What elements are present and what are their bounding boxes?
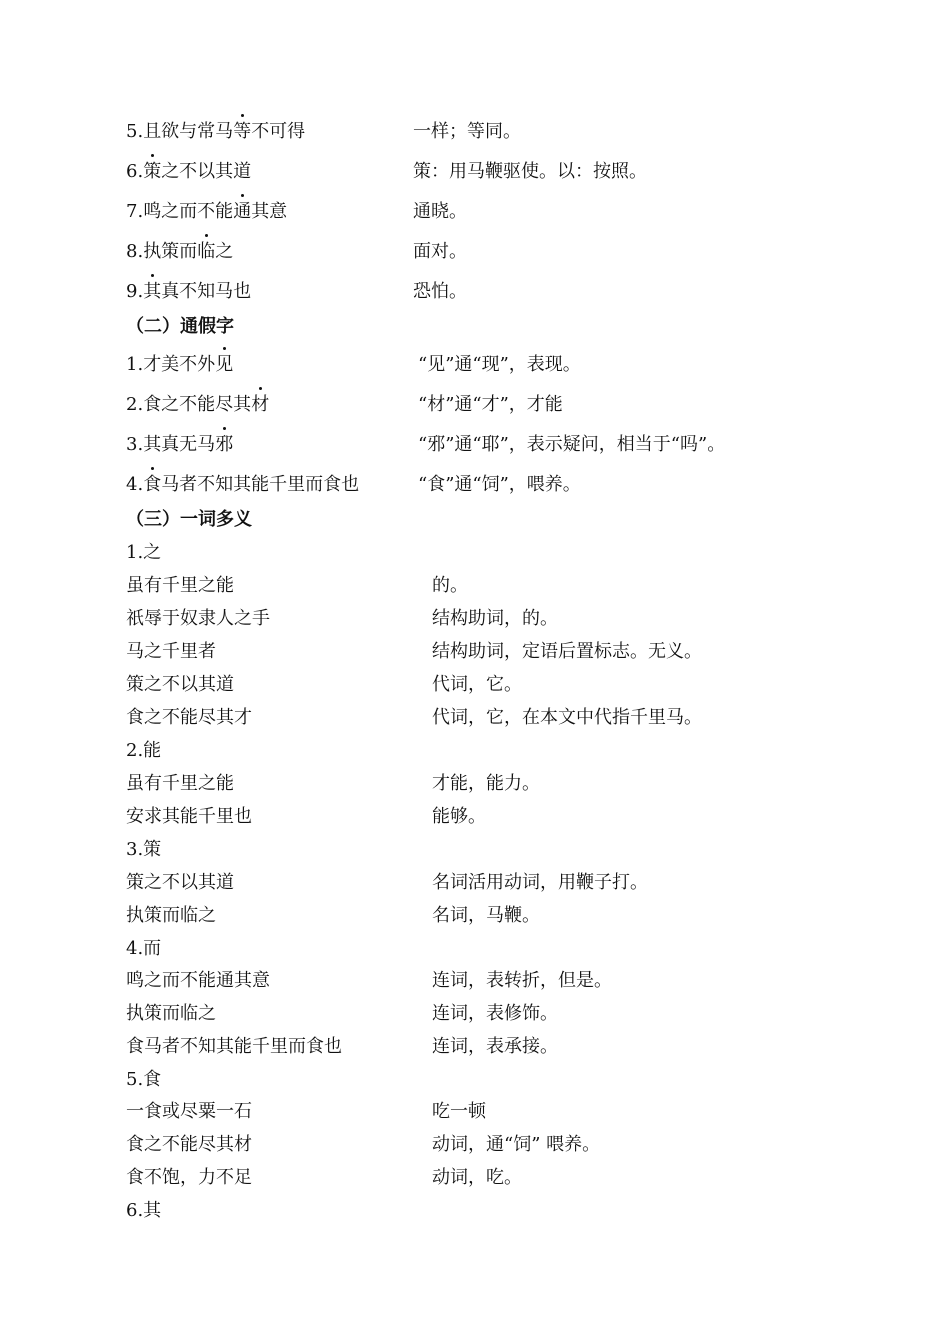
gloss: “食”通“饲”，喂养。: [418, 474, 581, 495]
vocab-item: 5.且欲与常马等不可得 一样；等同。: [0, 118, 950, 146]
gloss: 策：用马鞭驱使。以：按照。: [413, 161, 647, 182]
gloss: 动词，吃。: [432, 1167, 522, 1188]
emphasis-dot-char: 其: [143, 278, 161, 306]
emphasis-dot-char: 材: [251, 391, 269, 419]
vocab-item: 9.其真不知马也 恐怕。: [0, 278, 950, 306]
meaning-row: 食之不能尽其才 代词，它，在本文中代指千里马。: [0, 704, 950, 732]
emphasis-dot-char: 策: [143, 158, 161, 186]
group-label: 4.而: [126, 938, 162, 959]
gloss: “材”通“才”，才能: [418, 394, 563, 415]
group-label: 5.食: [126, 1069, 162, 1090]
meaning-row: 虽有千里之能 才能，能力。: [0, 770, 950, 798]
tongjia-item: 1.才美不外见 “见”通“现”，表现。: [0, 351, 950, 379]
gloss: 能够。: [432, 806, 486, 827]
gloss: 结构助词，的。: [432, 608, 558, 629]
emphasis-dot-char: 等: [233, 118, 251, 146]
emphasis-dot-char: 通: [233, 198, 251, 226]
group-label: 6.其: [126, 1200, 162, 1221]
gloss: 代词，它。: [432, 674, 522, 695]
tongjia-item: 4.食马者不知其能千里而食也 “食”通“饲”，喂养。: [0, 471, 950, 499]
section-heading-tongjiazi: （二）通假字: [126, 316, 234, 337]
emphasis-dot-char: 见: [215, 351, 233, 379]
meaning-row: 食不饱，力不足 动词，吃。: [0, 1164, 950, 1192]
gloss: “邪”通“耶”，表示疑问，相当于“吗”。: [418, 434, 726, 455]
tongjia-item: 3.其真无马邪 “邪”通“耶”，表示疑问，相当于“吗”。: [0, 431, 950, 459]
gloss: 结构助词，定语后置标志。无义。: [432, 641, 702, 662]
gloss: 吃一顿: [432, 1101, 486, 1122]
meaning-row: 执策而临之 连词，表修饰。: [0, 1000, 950, 1028]
emphasis-dot-char: 食: [143, 471, 161, 499]
gloss: 动词，通“饲” 喂养。: [432, 1134, 601, 1155]
gloss: 通晓。: [413, 201, 467, 222]
vocab-item: 7.鸣之而不能通其意 通晓。: [0, 198, 950, 226]
section-heading-yiciduoyi: （三）一词多义: [126, 509, 252, 530]
meaning-row: 安求其能千里也 能够。: [0, 803, 950, 831]
gloss: 连词，表修饰。: [432, 1003, 558, 1024]
gloss: “见”通“现”，表现。: [418, 354, 581, 375]
tongjia-item: 2.食之不能尽其材 “材”通“才”，才能: [0, 391, 950, 419]
vocab-item: 6.策之不以其道 策：用马鞭驱使。以：按照。: [0, 158, 950, 186]
meaning-row: 虽有千里之能 的。: [0, 572, 950, 600]
gloss: 连词，表转折，但是。: [432, 970, 612, 991]
vocab-item: 8.执策而临之 面对。: [0, 238, 950, 266]
gloss: 的。: [432, 575, 468, 596]
emphasis-dot-char: 邪: [215, 431, 233, 459]
group-label: 1.之: [126, 542, 162, 563]
gloss: 才能，能力。: [432, 773, 540, 794]
group-label: 3.策: [126, 839, 162, 860]
gloss: 连词，表承接。: [432, 1036, 558, 1057]
meaning-row: 策之不以其道 代词，它。: [0, 671, 950, 699]
meaning-row: 食之不能尽其材 动词，通“饲” 喂养。: [0, 1131, 950, 1159]
meaning-row: 马之千里者 结构助词，定语后置标志。无义。: [0, 638, 950, 666]
gloss: 代词，它，在本文中代指千里马。: [432, 707, 702, 728]
gloss: 名词活用动词，用鞭子打。: [432, 872, 648, 893]
meaning-row: 执策而临之 名词，马鞭。: [0, 902, 950, 930]
emphasis-dot-char: 临: [197, 238, 215, 266]
meaning-row: 祇辱于奴隶人之手 结构助词，的。: [0, 605, 950, 633]
meaning-row: 鸣之而不能通其意 连词，表转折，但是。: [0, 967, 950, 995]
group-label: 2.能: [126, 740, 162, 761]
gloss: 恐怕。: [413, 281, 467, 302]
gloss: 一样；等同。: [413, 121, 521, 142]
meaning-row: 策之不以其道 名词活用动词，用鞭子打。: [0, 869, 950, 897]
meaning-row: 食马者不知其能千里而食也 连词，表承接。: [0, 1033, 950, 1061]
gloss: 面对。: [413, 241, 467, 262]
meaning-row: 一食或尽粟一石 吃一顿: [0, 1098, 950, 1126]
gloss: 名词，马鞭。: [432, 905, 540, 926]
